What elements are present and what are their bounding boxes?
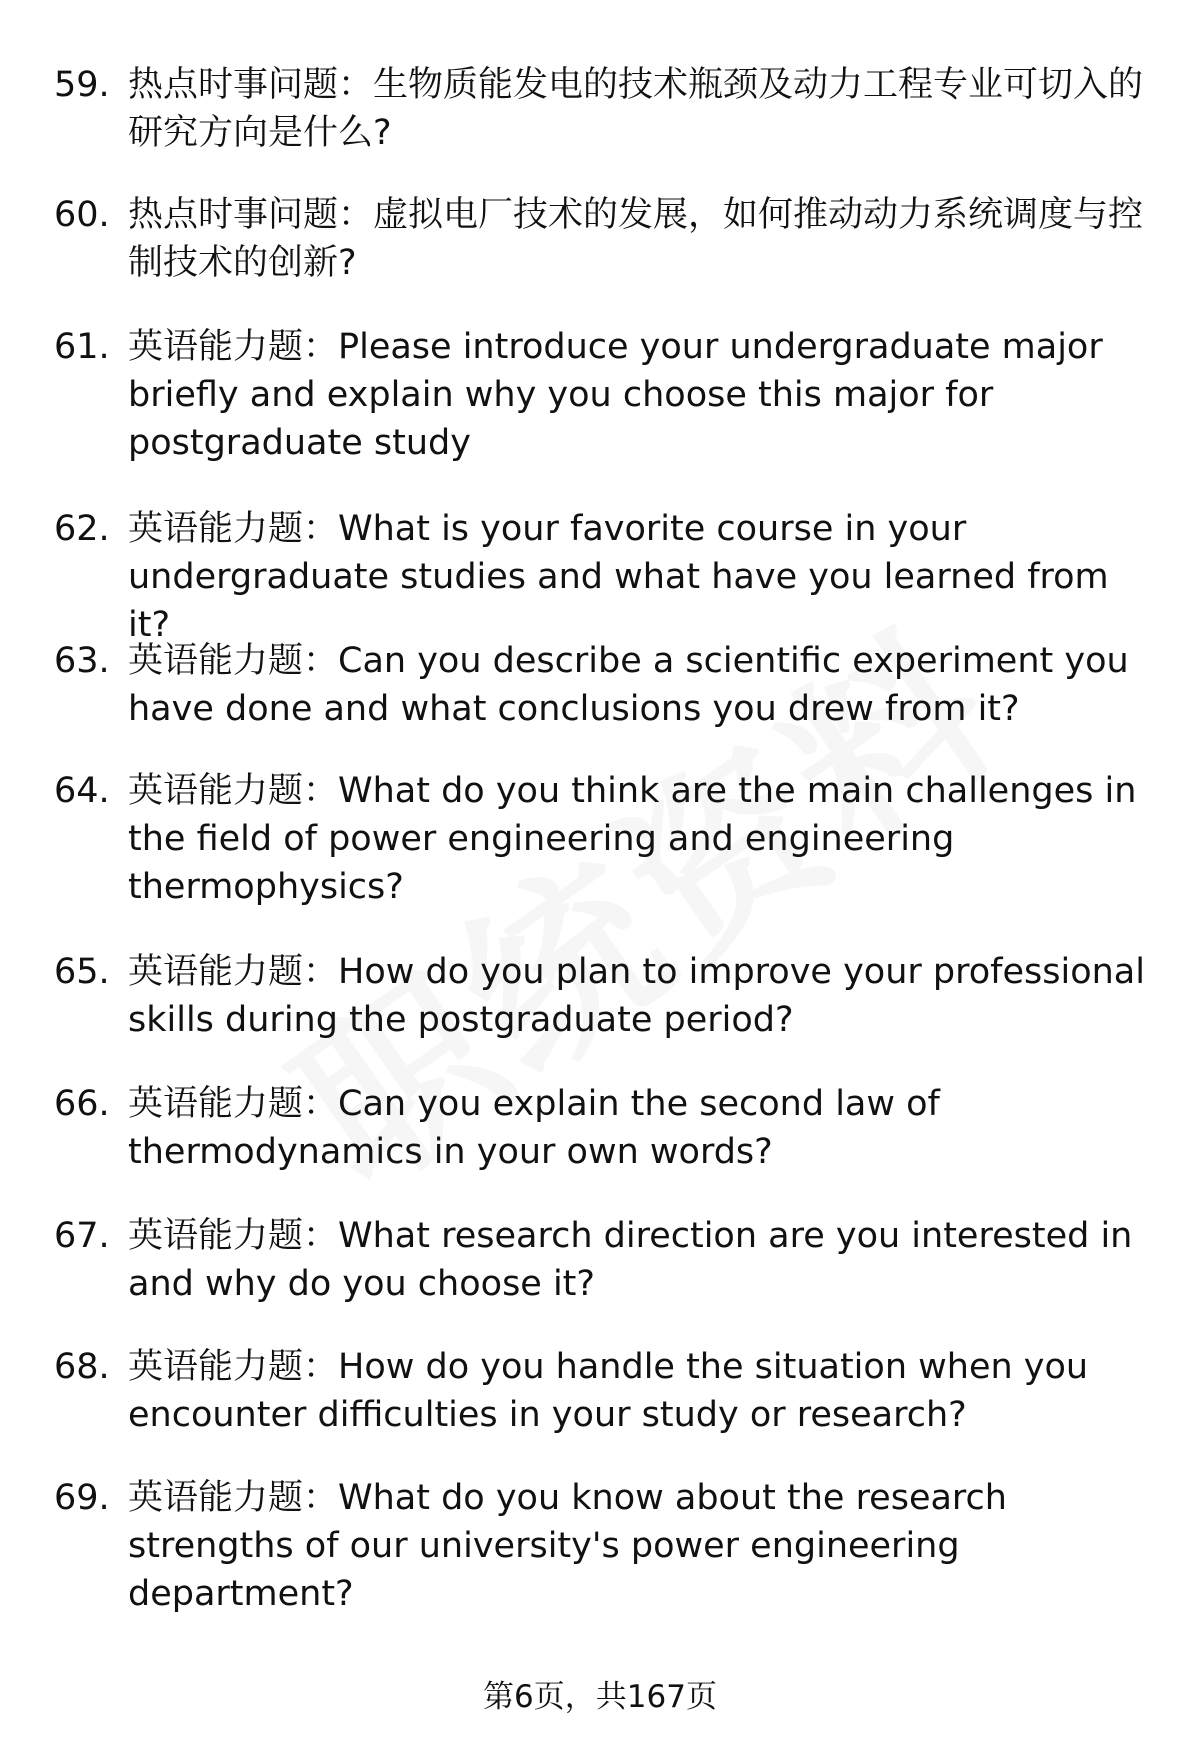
question-number: 65. <box>54 952 110 992</box>
question-number: 64. <box>54 771 110 811</box>
question-text: 英语能力题：Please introduce your undergraduate major briefly and explain why you choose this major for postgraduate study <box>128 327 1103 463</box>
question-text: 英语能力题：What do you think are the main challenges in the field of power engineering and engineering thermophysics? <box>128 771 1137 907</box>
question-number: 66. <box>54 1084 110 1124</box>
question-item <box>54 948 1164 1044</box>
question-text: 热点时事问题：生物质能发电的技术瓶颈及动力工程专业可切入的研究方向是什么? <box>128 65 1144 153</box>
question-text: 英语能力题：How do you plan to improve your professional skills during the postgraduate period? <box>128 952 1145 1040</box>
question-number: 62. <box>54 509 110 549</box>
question-number: 69. <box>54 1478 110 1518</box>
question-text: 英语能力题：How do you handle the situation when you encounter difficulties in your study or research? <box>128 1347 1089 1435</box>
question-text: 英语能力题：What research direction are you interested in and why do you choose it? <box>128 1216 1133 1304</box>
question-number: 68. <box>54 1347 110 1387</box>
page-number-label: 第6页，共167页 <box>483 1679 717 1715</box>
question-text: 热点时事问题：虚拟电厂技术的发展，如何推动动力系统调度与控制技术的创新? <box>128 195 1144 283</box>
question-number: 67. <box>54 1216 110 1256</box>
page-footer <box>0 1677 1200 1717</box>
question-item <box>54 191 1164 287</box>
question-item <box>54 505 1164 649</box>
question-item <box>54 1343 1164 1439</box>
question-item <box>54 61 1164 157</box>
question-number: 63. <box>54 641 110 681</box>
question-item <box>54 1474 1164 1618</box>
question-item <box>54 767 1164 911</box>
question-number: 59. <box>54 65 110 105</box>
question-item <box>54 323 1164 467</box>
question-number: 60. <box>54 195 110 235</box>
question-item <box>54 637 1164 733</box>
question-item <box>54 1212 1164 1308</box>
question-item <box>54 1080 1164 1176</box>
question-text: 英语能力题：Can you describe a scientific experiment you have done and what conclusions you drew from it? <box>128 641 1129 729</box>
question-text: 英语能力题：Can you explain the second law of thermodynamics in your own words? <box>128 1084 940 1172</box>
question-text: 英语能力题：What do you know about the research strengths of our university's power engineering department? <box>128 1478 1007 1614</box>
question-text: 英语能力题：What is your favorite course in your undergraduate studies and what have you learned from it? <box>128 509 1109 645</box>
question-number: 61. <box>54 327 110 367</box>
